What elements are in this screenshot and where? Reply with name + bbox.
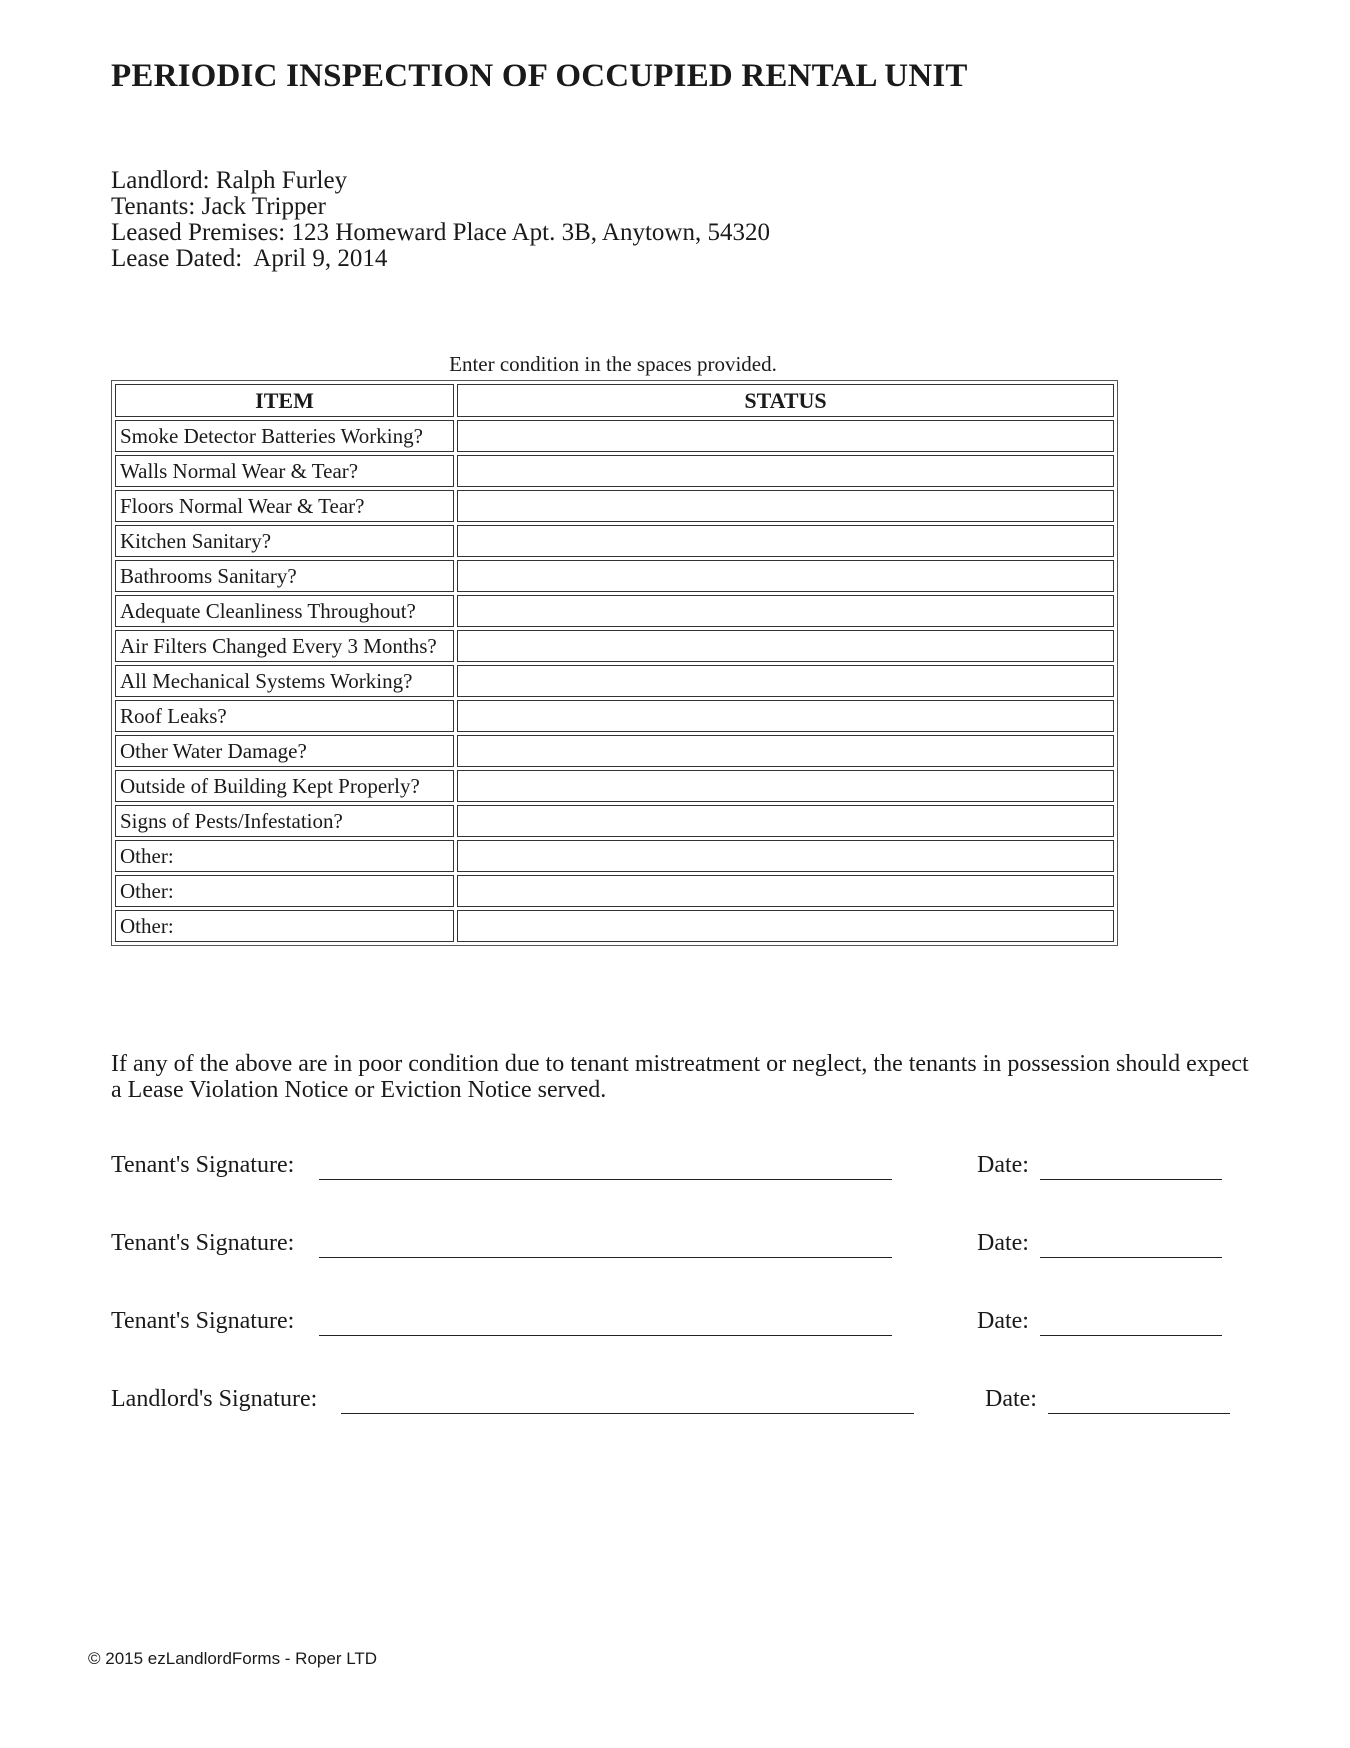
- item-cell: Smoke Detector Batteries Working?: [115, 420, 454, 452]
- item-cell: Signs of Pests/Infestation?: [115, 805, 454, 837]
- item-cell: Bathrooms Sanitary?: [115, 560, 454, 592]
- item-cell: Kitchen Sanitary?: [115, 525, 454, 557]
- item-cell: Other:: [115, 875, 454, 907]
- status-header: STATUS: [457, 384, 1114, 417]
- table-row: [115, 665, 1114, 697]
- status-cell[interactable]: [457, 770, 1114, 802]
- document-title: PERIODIC INSPECTION OF OCCUPIED RENTAL UNIT: [111, 58, 968, 94]
- date-label: Date:: [977, 1230, 1029, 1256]
- lease-info: [111, 168, 770, 272]
- date-label: Date:: [985, 1386, 1037, 1412]
- table-row: [115, 910, 1114, 942]
- date-line[interactable]: [1040, 1256, 1222, 1258]
- table-instruction: Enter condition in the spaces provided.: [449, 352, 777, 376]
- item-cell: All Mechanical Systems Working?: [115, 665, 454, 697]
- lease-date-line: [111, 246, 770, 272]
- warning-notice: If any of the above are in poor condition due to tenant mistreatment or neglect, the tenants in possession should expect a Lease Violation Notice or Eviction Notice served.: [111, 1051, 1249, 1103]
- signature-line[interactable]: [319, 1178, 892, 1180]
- item-cell: Other:: [115, 840, 454, 872]
- table-row: [115, 735, 1114, 767]
- item-cell: Other:: [115, 910, 454, 942]
- item-header: ITEM: [115, 384, 454, 417]
- item-cell: Other Water Damage?: [115, 735, 454, 767]
- table-row: [115, 490, 1114, 522]
- status-cell[interactable]: [457, 665, 1114, 697]
- landlord-label: Landlord:: [111, 167, 210, 194]
- status-cell[interactable]: [457, 805, 1114, 837]
- status-cell[interactable]: [457, 700, 1114, 732]
- date-label: Date:: [977, 1152, 1029, 1178]
- table-row: [115, 805, 1114, 837]
- date-label: Date:: [977, 1308, 1029, 1334]
- status-cell[interactable]: [457, 560, 1114, 592]
- landlord-value: Ralph Furley: [215, 167, 348, 194]
- inspection-table: [111, 380, 1118, 946]
- tenants-value: Jack Tripper: [201, 193, 326, 220]
- signature-label: Tenant's Signature:: [111, 1308, 295, 1334]
- signature-label: Tenant's Signature:: [111, 1230, 295, 1256]
- premises-label: Leased Premises:: [111, 219, 286, 246]
- item-cell: Adequate Cleanliness Throughout?: [115, 595, 454, 627]
- item-cell: Outside of Building Kept Properly?: [115, 770, 454, 802]
- tenants-line: [111, 194, 770, 220]
- copyright-footer: © 2015 ezLandlordForms - Roper LTD: [88, 1649, 378, 1668]
- table-row: [115, 525, 1114, 557]
- table-row: [115, 700, 1114, 732]
- item-cell: Air Filters Changed Every 3 Months?: [115, 630, 454, 662]
- table-row: [115, 420, 1114, 452]
- table-row: [115, 875, 1114, 907]
- item-cell: Floors Normal Wear & Tear?: [115, 490, 454, 522]
- date-line[interactable]: [1040, 1178, 1222, 1180]
- status-cell[interactable]: [457, 875, 1114, 907]
- status-cell[interactable]: [457, 630, 1114, 662]
- table-row: [115, 840, 1114, 872]
- signature-line[interactable]: [341, 1412, 914, 1414]
- table-row: [115, 595, 1114, 627]
- lease-date-label: Lease Dated:: [111, 245, 243, 272]
- landlord-line: [111, 168, 770, 194]
- table-body: [115, 420, 1114, 942]
- signature-line[interactable]: [319, 1334, 892, 1336]
- table-row: [115, 630, 1114, 662]
- table-row: [115, 560, 1114, 592]
- premises-value: 123 Homeward Place Apt. 3B, Anytown, 54320: [291, 219, 770, 246]
- status-cell[interactable]: [457, 420, 1114, 452]
- tenants-label: Tenants:: [111, 193, 196, 220]
- premises-line: [111, 220, 770, 246]
- status-cell[interactable]: [457, 455, 1114, 487]
- status-cell[interactable]: [457, 735, 1114, 767]
- date-line[interactable]: [1040, 1334, 1222, 1336]
- signature-line[interactable]: [319, 1256, 892, 1258]
- date-line[interactable]: [1048, 1412, 1230, 1414]
- status-cell[interactable]: [457, 525, 1114, 557]
- table-row: [115, 770, 1114, 802]
- status-cell[interactable]: [457, 595, 1114, 627]
- item-cell: Walls Normal Wear & Tear?: [115, 455, 454, 487]
- lease-date-value: April 9, 2014: [248, 245, 388, 272]
- item-cell: Roof Leaks?: [115, 700, 454, 732]
- status-cell[interactable]: [457, 490, 1114, 522]
- signature-label: Tenant's Signature:: [111, 1152, 295, 1178]
- table-header-row: [115, 384, 1114, 417]
- status-cell[interactable]: [457, 840, 1114, 872]
- status-cell[interactable]: [457, 910, 1114, 942]
- table-row: [115, 455, 1114, 487]
- signature-label: Landlord's Signature:: [111, 1386, 318, 1412]
